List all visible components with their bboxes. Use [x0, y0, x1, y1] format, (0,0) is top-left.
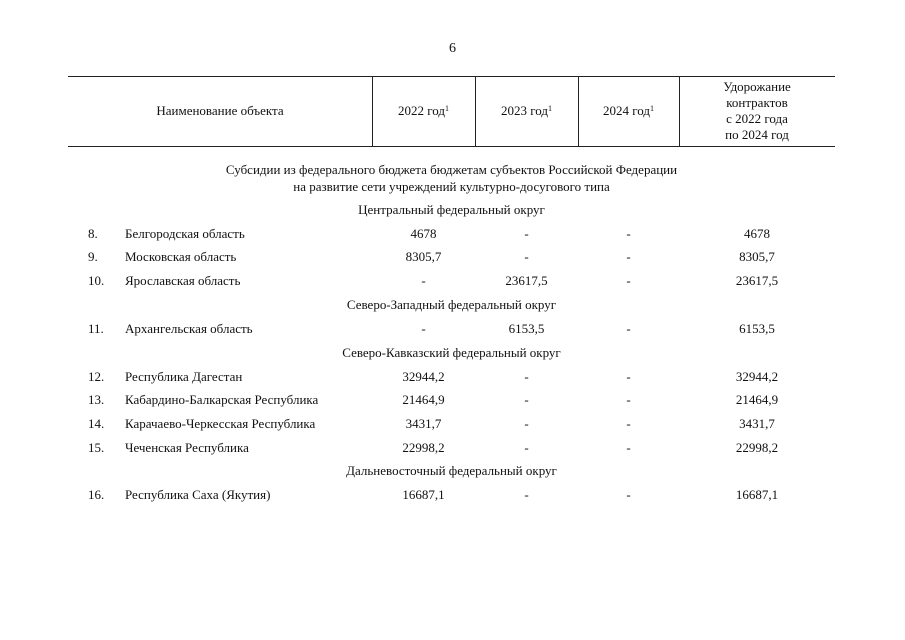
row-name: Архангельская область [125, 321, 253, 336]
cell-2023: - [524, 249, 529, 264]
cell-2022: - [421, 321, 426, 336]
cell-2023: - [524, 440, 529, 455]
table-row [0, 226, 905, 242]
row-number: 15. [88, 440, 105, 455]
cell-2023: - [524, 226, 529, 241]
cell-increase: 6153,5 [739, 321, 775, 336]
column-header-name-label: Наименование объекта [156, 103, 284, 118]
cell-2024: - [626, 392, 631, 407]
cell-2022: - [421, 273, 426, 288]
region-heading: Дальневосточный федеральный округ [346, 463, 557, 478]
region-heading: Северо-Кавказский федеральный округ [342, 345, 561, 360]
cell-2023: - [524, 416, 529, 431]
cell-2022: 21464,9 [402, 392, 445, 407]
table-row [0, 440, 905, 456]
cell-increase: 23617,5 [735, 273, 779, 288]
cell-2023: 6153,5 [508, 321, 545, 336]
column-header-increase [679, 76, 835, 146]
cell-increase: 16687,1 [735, 487, 779, 502]
footnote-mark: 1 [650, 104, 654, 113]
column-header-increase-line: контрактов [726, 95, 788, 110]
cell-2024: - [626, 440, 631, 455]
page-number: 6 [449, 41, 456, 56]
column-header-increase-line: с 2022 года [726, 111, 788, 126]
cell-2022: 22998,2 [402, 440, 445, 455]
row-name: Республика Саха (Якутия) [125, 487, 271, 502]
cell-2024: - [626, 226, 631, 241]
row-number: 10. [88, 273, 105, 288]
row-name: Карачаево-Черкесская Республика [125, 416, 316, 431]
table-row [0, 416, 905, 432]
cell-increase: 8305,7 [739, 249, 775, 264]
cell-2024: - [626, 249, 631, 264]
cell-increase: 22998,2 [735, 440, 779, 455]
region-heading: Северо-Западный федеральный округ [346, 297, 557, 312]
table-row [0, 369, 905, 385]
row-name: Московская область [125, 249, 237, 264]
column-header-name [68, 76, 372, 146]
column-header-2024 [578, 76, 679, 146]
row-name: Белгородская область [125, 226, 245, 241]
footnote-mark: 1 [548, 104, 552, 113]
column-header-2023 [475, 76, 578, 146]
cell-2022: 16687,1 [402, 487, 445, 502]
cell-2022: 8305,7 [405, 249, 442, 264]
row-number: 11. [88, 321, 104, 336]
table-row [0, 273, 905, 289]
table-header-bottom-rule [68, 146, 835, 147]
column-header-increase-line: Удорожание [723, 79, 791, 94]
table-row [0, 487, 905, 503]
column-header-2022-label: 2022 год [398, 103, 445, 118]
column-header-increase-line: по 2024 год [725, 127, 789, 142]
cell-increase: 32944,2 [735, 369, 779, 384]
cell-2023: 23617,5 [505, 273, 548, 288]
cell-increase: 4678 [744, 226, 770, 241]
cell-2023: - [524, 369, 529, 384]
cell-2024: - [626, 416, 631, 431]
cell-2023: - [524, 487, 529, 502]
section-caption-line: на развитие сети учреждений культурно-досугового типа [293, 179, 610, 194]
cell-2024: - [626, 321, 631, 336]
section-caption-line: Субсидии из федерального бюджета бюджетам субъектов Российской Федерации [225, 162, 678, 177]
table-row [0, 321, 905, 337]
row-number: 12. [88, 369, 105, 384]
table-row [0, 249, 905, 265]
region-heading: Центральный федеральный округ [358, 202, 545, 217]
cell-2024: - [626, 487, 631, 502]
column-header-2024-label: 2024 год [603, 103, 650, 118]
cell-2022: 32944,2 [402, 369, 445, 384]
cell-2023: - [524, 392, 529, 407]
column-header-2022 [372, 76, 475, 146]
row-number: 14. [88, 416, 105, 431]
cell-2022: 4678 [410, 226, 437, 241]
footnote-mark: 1 [445, 104, 449, 113]
row-number: 8. [88, 226, 98, 241]
column-header-2023-label: 2023 год [501, 103, 548, 118]
cell-2024: - [626, 273, 631, 288]
row-number: 16. [88, 487, 105, 502]
row-name: Кабардино-Балкарская Республика [125, 392, 319, 407]
cell-increase: 3431,7 [739, 416, 775, 431]
cell-2024: - [626, 369, 631, 384]
row-number: 9. [88, 249, 98, 264]
table-row [0, 392, 905, 408]
cell-2022: 3431,7 [405, 416, 442, 431]
row-name: Республика Дагестан [125, 369, 243, 384]
row-name: Чеченская Республика [125, 440, 249, 455]
row-number: 13. [88, 392, 105, 407]
cell-increase: 21464,9 [735, 392, 779, 407]
row-name: Ярославская область [125, 273, 241, 288]
